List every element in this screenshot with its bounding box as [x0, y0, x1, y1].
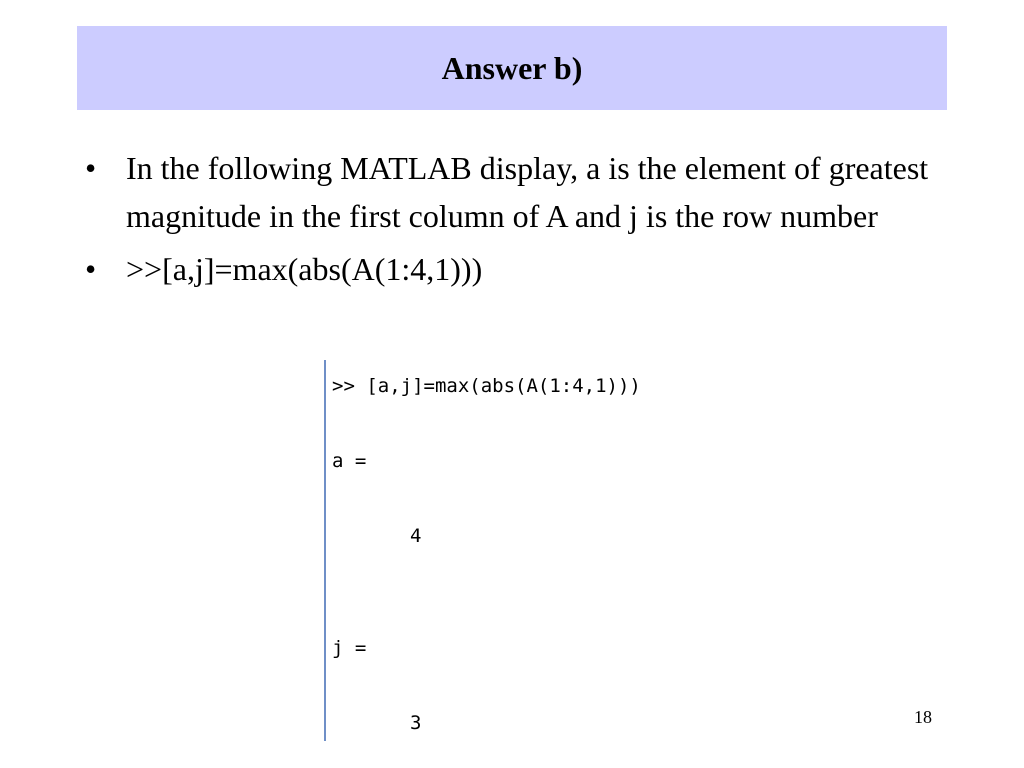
matlab-console-screenshot [324, 360, 766, 741]
bullet-marker: • [85, 251, 97, 287]
bullet-item [85, 144, 935, 240]
bullet-marker: • [85, 150, 97, 186]
console-command-line: >> [a,j]=max(abs(A(1:4,1))) [332, 375, 641, 397]
bullet-text: >>[a,j]=max(abs(A(1:4,1))) [126, 251, 483, 287]
bullet-list [85, 144, 935, 298]
console-output-a-value: 4 [410, 525, 422, 547]
console-output-j-value: 3 [410, 712, 422, 734]
console-output-j-label: j = [332, 637, 367, 659]
bullet-item [85, 245, 935, 293]
title-bar [77, 26, 947, 110]
slide-title: Answer b) [441, 49, 583, 86]
bullet-text: In the following MATLAB display, a is the element of greatest magnitude in the first column of A and j is the row number [126, 150, 929, 234]
page-number: 18 [914, 707, 932, 727]
console-output-a-label: a = [332, 450, 367, 472]
